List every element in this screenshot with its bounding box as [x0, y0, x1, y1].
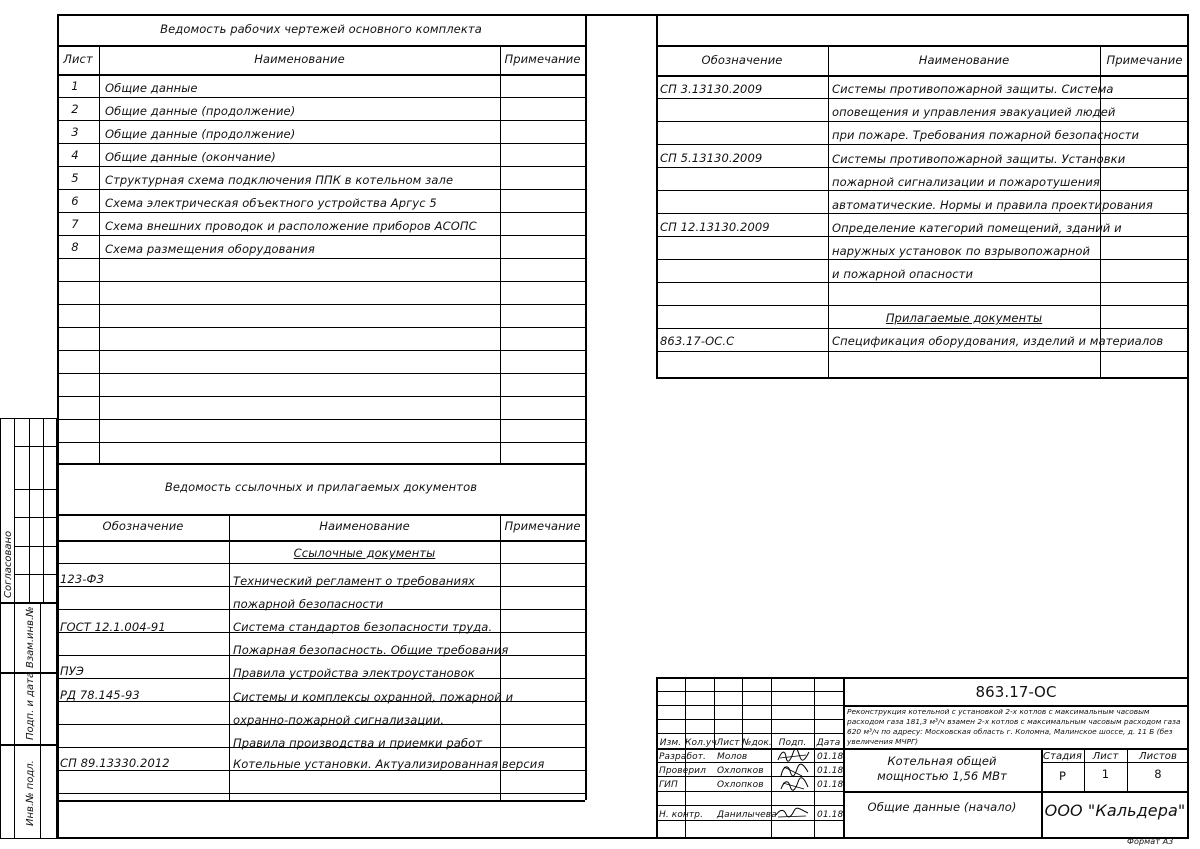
docs-list-title: Ведомость ссылочных и прилагаемых документов — [164, 480, 478, 494]
table-row-line — [57, 419, 585, 420]
right-row-name: Спецификация оборудования, изделий и материалов — [832, 334, 1164, 348]
drawing-row-sheet: 3 — [71, 125, 79, 139]
name-norm-control: Данилычева — [717, 810, 777, 820]
section-attached-docs: Прилагаемые документы — [885, 311, 1043, 325]
drawing-row-sheet: 8 — [71, 240, 79, 254]
table-row-line — [656, 167, 1189, 168]
table-row-line — [656, 98, 1189, 99]
col-header-note: Примечание — [504, 519, 581, 533]
date-norm-control: 01.18 — [817, 810, 844, 820]
section-reference-docs: Ссылочные документы — [293, 546, 436, 560]
col-header-name: Наименование — [319, 519, 410, 533]
drawing-row-name: Общие данные (окончание) — [105, 150, 276, 164]
right-row-designation: СП 5.13130.2009 — [660, 151, 763, 165]
stage-label: Стадия — [1043, 751, 1082, 762]
drawing-row-sheet: 5 — [71, 171, 79, 185]
col-header-sheet: Лист — [63, 52, 93, 66]
date-gip: 01.18 — [817, 780, 844, 790]
doc-row-name: Правила производства и приемки работ — [233, 736, 483, 750]
right-row-designation: 863.17-ОС.С — [660, 334, 735, 348]
tb-header-count: Кол.уч — [685, 738, 717, 748]
table-row-line — [57, 212, 585, 213]
drawing-row-name: Схема внешних проводок и расположение приборов АСОПС — [105, 219, 477, 233]
doc-row-name: Технический регламент о требованиях — [233, 574, 476, 588]
tb-header-doc: №док. — [742, 738, 772, 748]
doc-row-name: Котельные установки. Актуализированная версия — [233, 757, 545, 771]
table-row-line — [656, 213, 1189, 214]
drawing-row-sheet: 6 — [71, 194, 79, 208]
sheet-title: Общие данные (начало) — [867, 800, 1017, 814]
sheet-label: Лист — [1092, 751, 1119, 762]
col-header-name: Наименование — [254, 52, 345, 66]
table-row-line — [57, 235, 585, 236]
table-row-line — [656, 259, 1189, 260]
right-row-name: оповещения и управления эвакуацией людей — [832, 105, 1116, 119]
table-row-line — [57, 281, 585, 282]
table-row-line — [656, 351, 1189, 352]
right-row-name: автоматические. Нормы и правила проектирования — [832, 198, 1153, 212]
role-gip: ГИП — [659, 780, 678, 790]
tb-header-date: Дата — [816, 738, 841, 748]
col-header-name: Наименование — [918, 53, 1010, 67]
tb-header-sheet: Лист — [716, 738, 740, 748]
right-row-name: при пожаре. Требования пожарной безопасности — [832, 128, 1140, 142]
table-row-line — [57, 189, 585, 190]
drawing-row-sheet: 2 — [71, 102, 79, 116]
drawing-row-sheet: 1 — [71, 79, 79, 93]
table-row-line — [57, 143, 585, 144]
col-header-designation: Обозначение — [701, 53, 783, 67]
format-label: Формат А3 — [1127, 837, 1174, 846]
table-row-line — [656, 282, 1189, 283]
agreed-label: Согласовано — [3, 530, 14, 598]
doc-row-designation: ПУЭ — [60, 664, 84, 678]
doc-row-designation: 123-ФЗ — [60, 572, 104, 586]
table-row-line — [57, 304, 585, 305]
date-checked: 01.18 — [817, 766, 844, 776]
right-row-name: Системы противопожарной защиты. Система — [832, 82, 1114, 96]
stage-value: Р — [1058, 769, 1067, 783]
drawing-row-name: Схема электрическая объектного устройства Аргус 5 — [105, 196, 437, 210]
replaced-inv-label: Взам.инв.№ — [25, 606, 36, 668]
drawing-row-name: Общие данные (продолжение) — [105, 104, 296, 118]
doc-row-name: охранно-пожарной сигнализации. — [233, 713, 445, 727]
drawing-row-sheet: 7 — [71, 217, 79, 231]
right-row-name: Определение категорий помещений, зданий и — [832, 221, 1122, 235]
drawing-row-name: Структурная схема подключения ППК в котельном зале — [105, 173, 454, 187]
col-header-designation: Обозначение — [102, 519, 184, 533]
doc-row-name: Пожарная безопасность. Общие требования — [233, 643, 509, 657]
doc-row-name: Правила устройства электроустановок — [233, 666, 475, 680]
name-developer: Молов — [717, 752, 748, 762]
object-name-line1: Котельная общей — [887, 754, 997, 768]
table-row-line — [656, 236, 1189, 237]
inv-original-label: Инв.№ подл. — [25, 760, 36, 826]
right-row-name: и пожарной опасности — [832, 267, 974, 281]
doc-row-designation: СП 89.13330.2012 — [60, 756, 170, 770]
object-name-line2: мощностью 1,56 МВт — [877, 769, 1007, 783]
table-row-line — [57, 442, 585, 443]
doc-row-name: Системы и комплексы охранной, пожарной и — [233, 690, 514, 704]
name-checked: Охлопков — [717, 766, 764, 776]
table-row-line — [57, 120, 585, 121]
sheet-value: 1 — [1101, 767, 1110, 781]
drawing-row-sheet: 4 — [71, 148, 79, 162]
right-row-name: Системы противопожарной защиты. Установки — [832, 152, 1126, 166]
right-row-designation: СП 3.13130.2009 — [660, 82, 763, 96]
signature-date-label: Подп. и дата — [25, 671, 36, 740]
drawing-row-name: Общие данные — [105, 81, 198, 95]
drawing-row-name: Схема размещения оборудования — [105, 242, 315, 256]
table-row-line — [57, 793, 585, 794]
sheets-label: Листов — [1139, 751, 1177, 762]
project-title: Реконструкция котельной с установкой 2-х котлов с максимальным часовым расходом газа 181,3 м³/ч взамен 2-х котлов с максимальным часовым расходом газа 620 м³/ч по адресу: Московская область г. Коломна, Малинское шоссе, д. 11 Б (без увеличения МЧРГ) — [847, 707, 1181, 746]
table-row-line — [57, 327, 585, 328]
organization-name: ООО "Кальдера" — [1044, 801, 1186, 820]
drawing-row-name: Общие данные (продолжение) — [105, 127, 296, 141]
date-developer: 01.18 — [817, 752, 844, 762]
table-row-line — [57, 258, 585, 259]
right-row-name: пожарной сигнализации и пожаротушения — [832, 175, 1100, 189]
doc-row-name: Система стандартов безопасности труда. — [233, 620, 493, 634]
table-row-line — [57, 396, 585, 397]
role-developer: Разработ. — [659, 752, 707, 762]
table-row-line — [656, 144, 1189, 145]
right-row-name: наружных установок по взрывопожарной — [832, 244, 1091, 258]
sheets-value: 8 — [1154, 767, 1162, 781]
signature-developer — [776, 748, 810, 764]
table-row-line — [57, 97, 585, 98]
table-row-line — [656, 328, 1189, 329]
col-header-note: Примечание — [504, 52, 581, 66]
right-row-designation: СП 12.13130.2009 — [660, 220, 770, 234]
role-checked: Проверил — [659, 766, 706, 776]
name-gip: Охлопков — [717, 780, 764, 790]
table-row-line — [57, 373, 585, 374]
table-row-line — [656, 305, 1189, 306]
doc-row-name: пожарной безопасности — [233, 597, 384, 611]
table-row-line — [656, 190, 1189, 191]
col-header-note: Примечание — [1106, 53, 1183, 67]
table-row-line — [57, 166, 585, 167]
doc-number: 863.17-ОС — [975, 683, 1057, 701]
table-row-line — [57, 563, 585, 564]
tb-header-change: Изм. — [659, 738, 682, 748]
signature-gip — [778, 777, 810, 793]
table-row-line — [57, 350, 585, 351]
drawings-list-title: Ведомость рабочих чертежей основного комплекта — [160, 22, 482, 36]
role-norm-control: Н. контр. — [659, 810, 704, 820]
tb-header-sign: Подп. — [778, 738, 807, 748]
signature-norm-control — [774, 806, 810, 820]
doc-row-designation: ГОСТ 12.1.004-91 — [60, 620, 166, 634]
doc-row-designation: РД 78.145-93 — [60, 688, 140, 702]
table-row-line — [656, 121, 1189, 122]
